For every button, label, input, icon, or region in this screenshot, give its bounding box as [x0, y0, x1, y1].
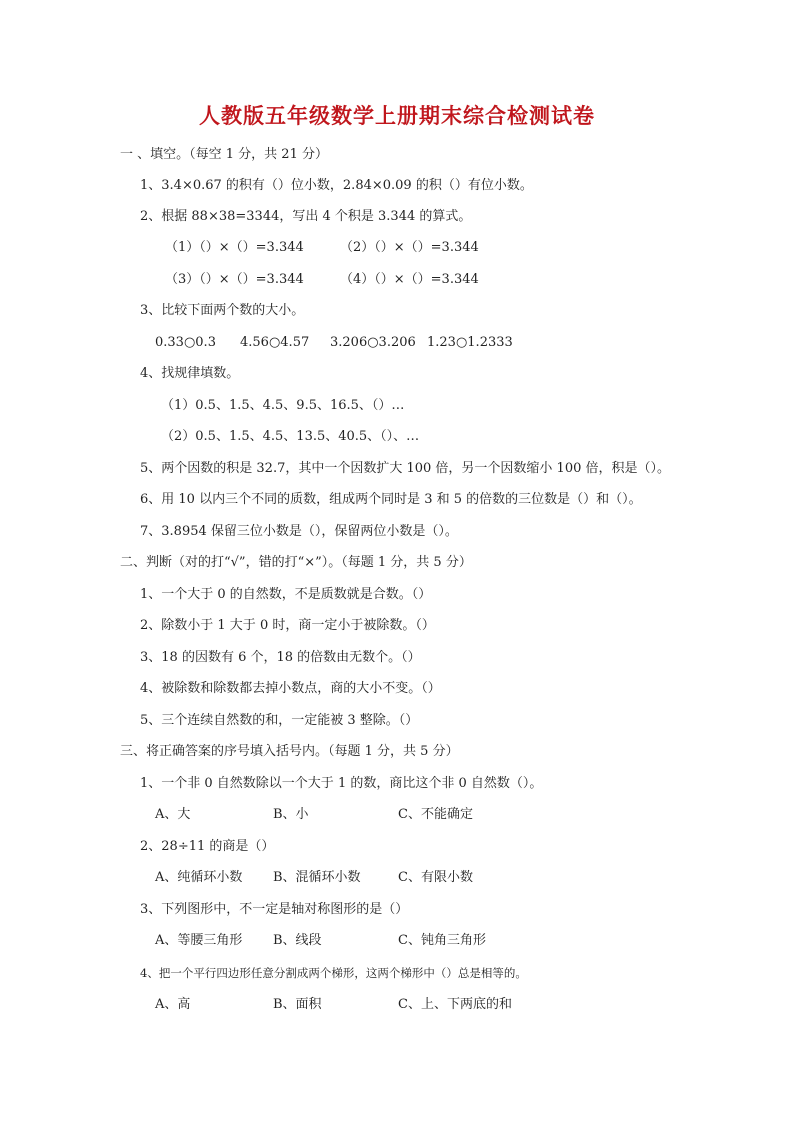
s1-question-3: 3、比较下面两个数的大小。 [140, 303, 305, 318]
s1-q4-sequence-2: （2）0.5、1.5、4.5、13.5、40.5、（）、… [161, 429, 420, 444]
s1-q3-compare-3: 3.206○3.206 [330, 335, 416, 350]
s3-q2-option-a: A、纯循环小数 [155, 870, 243, 885]
s3-q1-option-a: A、大 [155, 807, 191, 822]
s3-q1-option-c: C、不能确定 [398, 807, 473, 822]
s1-q4-sequence-1: （1）0.5、1.5、4.5、9.5、16.5、（）… [161, 398, 405, 413]
s3-question-4: 4、把一个平行四边形任意分割成两个梯形，这两个梯形中（）总是相等的。 [140, 966, 527, 980]
s3-q3-option-b: B、线段 [273, 933, 322, 948]
s1-question-7: 7、3.8954 保留三位小数是（），保留两位小数是（）。 [140, 524, 458, 539]
s2-question-4: 4、被除数和除数都去掉小数点，商的大小不变。（） [140, 681, 441, 696]
s2-question-1: 1、一个大于 0 的自然数，不是质数就是合数。（） [140, 587, 432, 602]
s1-question-1: 1、3.4×0.67 的积有（）位小数，2.84×0.09 的积（）有位小数。 [140, 178, 533, 193]
s1-q2-item-3: （3）（）×（）=3.344 [165, 272, 304, 287]
s3-q4-option-b: B、面积 [273, 997, 322, 1012]
page-title: 人教版五年级数学上册期末综合检测试卷 [199, 103, 595, 128]
s3-q2-option-c: C、有限小数 [398, 870, 473, 885]
s1-q3-compare-2: 4.56○4.57 [240, 335, 310, 350]
s3-question-1: 1、一个非 0 自然数除以一个大于 1 的数，商比这个非 0 自然数（）。 [140, 776, 543, 791]
s1-question-2: 2、根据 88×38=3344，写出 4 个积是 3.344 的算式。 [140, 209, 472, 224]
section-3-heading: 三、将正确答案的序号填入括号内。（每题 1 分，共 5 分） [120, 744, 459, 759]
s1-question-4: 4、找规律填数。 [140, 366, 240, 381]
s3-q1-option-b: B、小 [273, 807, 309, 822]
s3-question-3: 3、下列图形中，不一定是轴对称图形的是（） [140, 902, 409, 917]
s1-q2-item-1: （1）（）×（）=3.344 [165, 240, 304, 255]
s2-question-2: 2、除数小于 1 大于 0 时，商一定小于被除数。（） [140, 618, 435, 633]
s3-q4-option-c: C、上、下两底的和 [398, 997, 512, 1012]
s1-q2-item-4: （4）（）×（）=3.344 [340, 272, 479, 287]
s3-q2-option-b: B、混循环小数 [273, 870, 361, 885]
s1-q3-compare-4: 1.23○1.2333 [427, 335, 513, 350]
s2-question-3: 3、18 的因数有 6 个，18 的倍数由无数个。（） [140, 650, 421, 665]
s3-q4-option-a: A、高 [155, 997, 191, 1012]
s2-question-5: 5、三个连续自然数的和，一定能被 3 整除。（） [140, 713, 419, 728]
s3-q3-option-c: C、钝角三角形 [398, 933, 486, 948]
s1-q2-item-2: （2）（）×（）=3.344 [340, 240, 479, 255]
s3-question-2: 2、28÷11 的商是（） [140, 839, 275, 854]
s1-q3-compare-1: 0.33○0.3 [155, 335, 216, 350]
s1-question-6: 6、用 10 以内三个不同的质数，组成两个同时是 3 和 5 的倍数的三位数是（）和（）。 [140, 492, 642, 507]
s1-question-5: 5、两个因数的积是 32.7，其中一个因数扩大 100 倍，另一个因数缩小 100 倍，积是（）。 [140, 461, 671, 476]
s3-q3-option-a: A、等腰三角形 [155, 933, 243, 948]
section-2-heading: 二、判断（对的打“√”，错的打“×”）。（每题 1 分，共 5 分） [120, 555, 472, 570]
section-1-heading: 一 、填空。（每空 1 分，共 21 分） [120, 147, 328, 162]
